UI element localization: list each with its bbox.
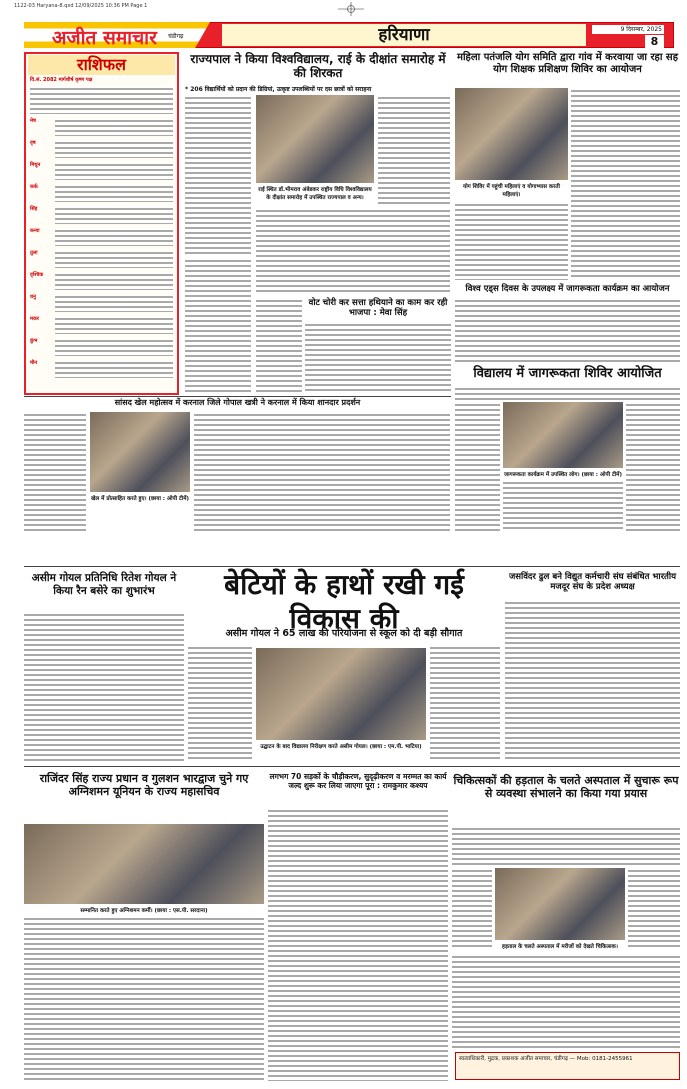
zodiac-sign-label: धनु [30,294,36,300]
horoscope-text [55,162,173,180]
zodiac-sign-label: सिंह [30,206,38,212]
section-title: हरियाणा [222,24,586,46]
registration-mark-icon [338,2,364,16]
headline-fire: राजिंदर सिंह राज्य प्रधान व गुलशन भारद्वाज चुने गए अग्निशमन यूनियन के राज्य महासचिव [39,772,249,799]
zodiac-sign-label: मेष [30,118,36,124]
horoscope-text [55,206,173,224]
article-text [256,298,302,393]
caption-yoga: योग शिविर में पहुंची महिलाएं व योगाभ्यास करती महिलाएं। [463,184,560,198]
horoscope-text [55,360,173,378]
article-text [268,808,448,1081]
article-text [452,868,492,948]
horoscope-text [55,272,173,290]
horoscope-item [30,162,173,180]
article-text [430,645,500,762]
article-text [194,412,450,532]
article-text [505,600,680,762]
horoscope-text [55,118,173,136]
headline-lead: बेटियों के हाथों रखी गई विकास की [224,568,464,635]
divider [24,566,680,567]
zodiac-sign-label: वृष [30,140,36,146]
headline-shelter: असीम गोयल प्रतिनिधि रितेश गोयल ने किया रैन बसेरे का शुभारंभ [31,572,177,597]
horoscope-text [55,140,173,158]
caption-lead: उद्घाटन के बाद विद्यालय निरीक्षण करते असीम गोयल। (छाया : एम.पी. भाटिया) [260,744,422,750]
article-text [378,95,450,205]
headline-aids: विश्व एड्स दिवस के उपलक्ष्य में जागरूकता कार्यक्रम का आयोजन [465,284,670,294]
caption-fire: सम्मानित करते हुए अग्निशमन कर्मी। (छाया : एस.पी. सरदाना) [80,908,208,914]
horoscope-item [30,316,173,334]
article-text [455,386,680,400]
article-text [455,202,568,280]
page-number: 8 [645,35,664,48]
article-text [571,88,680,280]
horoscope-sign-list [30,118,173,382]
horoscope-subtitle: वि.सं. 2082 मार्गशीर्ष कृष्ण पक्ष [30,77,93,83]
horoscope-title: राशिफल [28,55,175,75]
horoscope-intro-text [30,86,173,114]
article-text [24,916,264,1081]
horoscope-item [30,184,173,202]
print-slug: 1122-03 Haryana-8.qxd 12/09/2025 10:36 PM Page 1 [14,3,148,9]
zodiac-sign-label: मीन [30,360,38,366]
article-text [452,826,680,866]
headline-school-camp: विद्यालय में जागरूकता शिविर आयोजित [473,366,662,381]
caption-doctors: हड़ताल के चलते अस्पताल में मरीजों को देखते चिकित्सक। [502,944,618,950]
photo-yoga [455,88,568,180]
imprint-box: स्वत्वाधिकारी, मुद्रक, प्रकाशक अजीत समाचार, चंडीगढ़ — Mob: 0181-2455961 [455,1052,680,1080]
headline-roads: लगभग 70 सड़कों के चौड़ीकरण, सुदृढ़ीकरण व मरम्मत का कार्य जल्द शुरू कर लिया जाएगा पूरा : रामकुमार कश्यप [269,772,447,790]
article-text [626,402,680,532]
photo-doctors [495,868,625,940]
headline-governor: राज्यपाल ने किया विश्वविद्यालय, राई के दीक्षांत समारोह में की शिरकत [190,52,446,81]
newspaper-logo: अजीत समाचार [52,27,157,49]
zodiac-sign-label: कन्या [30,228,40,234]
headline-doctors: चिकित्सकों की हड़ताल के चलते अस्पताल में सुचारू रूप से व्यवस्था संभालने का किया गया प्रयास [453,774,679,801]
horoscope-item [30,272,173,290]
horoscope-item [30,228,173,246]
horoscope-item [30,250,173,268]
headline-yoga: महिला पतंजलि योग समिति द्वारा गांव में करवाया जा रहा सह योग शिक्षक प्रशिक्षण शिविर का आयोजन [456,52,679,75]
zodiac-sign-label: मकर [30,316,39,322]
caption-school-camp: जागरूकता कार्यक्रम में उपस्थित लोग। (छाया : ओपी टीमें) [504,472,622,478]
zodiac-sign-label: कुंभ [30,338,38,344]
edition-city: चंडीगढ़ [168,33,184,40]
headline-sports: सांसद खेल महोत्सव में करनाल जिले गोपाल खत्री ने करनाल में किया शानदार प्रदर्शन [114,398,361,407]
article-text [256,208,450,293]
caption-sports: खेल में प्रोत्साहित करते हुए। (छाया : ओपी टीमें) [90,496,190,502]
article-text [305,322,451,394]
zodiac-sign-label: कर्क [30,184,38,190]
horoscope-text [55,316,173,334]
zodiac-sign-label: तुला [30,250,38,256]
article-text [455,402,500,532]
caption-governor: राई स्थित डॉ.भीमराव अंबेडकर राष्ट्रीय विधि विश्वविद्यालय के दीक्षांत समारोह में उपस्थित राज्यपाल व अन्य। [258,187,372,201]
zodiac-sign-label: मिथुन [30,162,41,168]
horoscope-text [55,250,173,268]
photo-sports [90,412,190,492]
horoscope-item [30,338,173,356]
photo-lead [256,648,426,740]
zodiac-sign-label: वृश्चिक [30,272,44,278]
headline-union: जसविंदर ढुल बने विद्युत कर्मचारी संघ संबंधित भारतीय मजदूर संघ के प्रदेश अध्यक्ष [508,572,677,593]
article-text [452,954,680,1048]
divider [24,396,451,397]
horoscope-item [30,118,173,136]
article-text [628,868,680,948]
photo-governor [256,95,374,183]
horoscope-text [55,294,173,312]
photo-fire [24,824,264,904]
horoscope-text [55,338,173,356]
horoscope-item [30,140,173,158]
article-text [503,480,623,532]
horoscope-text [55,228,173,246]
headline-vote: वोट चोरी कर सत्ता हथियाने का काम कर रही भाजपा : मेवा सिंह [308,298,448,319]
article-text [185,95,251,255]
issue-date: 9 दिसम्बर, 2025 [592,25,664,34]
article-text [24,612,184,762]
subhead-lead: असीम गोयल ने 65 लाख की परियोजना से स्कूल को दी बड़ी सौगात [225,628,463,639]
article-text [24,412,86,532]
horoscope-text [55,184,173,202]
divider [24,766,680,767]
horoscope-item [30,206,173,224]
article-text [455,298,680,362]
photo-school-camp [503,402,623,468]
article-text [185,258,251,393]
horoscope-item [30,294,173,312]
horoscope-item [30,360,173,378]
subhead-governor: * 206 विद्यार्थियों को प्रदान की डिग्रियां, उत्कृष्ट उपलब्धियों पर दस छात्रों को सराहना [185,86,372,93]
article-text [188,645,252,762]
